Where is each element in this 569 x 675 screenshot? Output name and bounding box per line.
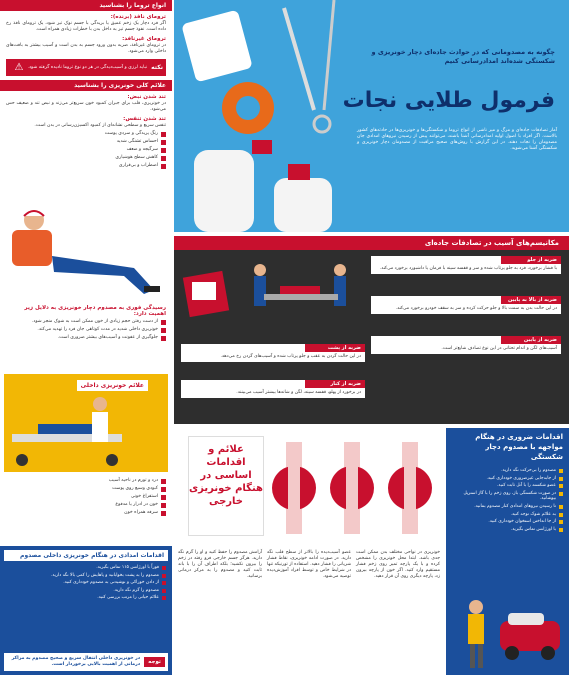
hero-banner — [174, 0, 569, 232]
text-column: خونریزی در نواحی مختلف بدن ممکن است جدی باشد. ابتدا محل خونریزی را مشخص کرده و با یک پارچه تمیز روی زخم فشار مستقیم وارد کنید. اگر خون از پارچه بیرون زد، پارچه دیگری روی آن قرار دهید. — [356, 550, 440, 579]
bones-section — [174, 428, 444, 544]
paragraph: در خونریزی، قلب برای جبران کمبود خون سریع‌تر می‌زند و نبض تند و ضعیف حس می‌شود. — [6, 101, 166, 112]
box-label: علائم خونریزی داخلی — [77, 380, 148, 391]
section-bar-bleeding: علائم کلی خونریزی را بشناسید — [0, 80, 172, 91]
page-title: فرمول طلایی نجات — [342, 88, 555, 113]
list-item: مصدوم را گرم نگه دارید. — [6, 588, 166, 594]
subheading: تند شدن نبض: — [127, 94, 166, 100]
warning-label: نکته — [151, 64, 163, 71]
mechanism-box: ضربه از بالا به پایین در این حالت بدن به سمت بالا و جلو حرکت کرده و سر به سقف خودرو برخورد می‌کند. — [371, 296, 561, 314]
hero-intro-text: آمار تصادفات جاده‌ای و مرگ و میر ناشی از انواع تروما و شکستگی‌ها و خونریزی‌ها در حادثه‌های کشور بالاست. اگر افراد با اصول اولیه امدادرسانی آشنا باشند، می‌توانند پیش از رسیدن نیروهای امدادی جان مصدومان را نجات دهند. در این گزارش با روش‌های صحیح مراقبت از مصدومان دچار خونریزی و شکستگی آشنا می‌شوید. — [357, 128, 557, 151]
list-item: سرفه همراه خون — [6, 510, 166, 516]
subheading: تند شدن تنفس: — [123, 116, 166, 122]
warning-icon: ⚠ — [14, 62, 24, 73]
subheading: ترومای غیرنافذ: — [122, 36, 166, 42]
paragraph: تنفس سریع و سطحی نشانه‌ای از کمبود اکسیژن‌رسانی در بدن است. — [34, 123, 166, 128]
injury-mechanisms-section — [174, 236, 569, 424]
text-column: عضو آسیب‌دیده را بالاتر از سطح قلب نگه دارید. در صورت ادامه خونریزی، نقاط فشار شریانی را فشار دهید. استفاده از تورنیکه تنها در شرایط خاص و توسط افراد آموزش‌دیده توصیه می‌شود. — [267, 550, 351, 579]
list-item: احساس تشنگی شدید — [92, 139, 166, 145]
list-item: فوراً با اورژانس ۱۱۵ تماس بگیرید. — [6, 565, 166, 571]
list-item: مصدوم را به پشت بخوابانید و پاهایش را کمی بالا نگه دارید. — [6, 573, 166, 579]
list-item: از جا انداختن استخوان خودداری کنید. — [452, 519, 563, 525]
internal-bleeding-actions-panel — [0, 546, 172, 675]
symptom-list — [86, 131, 172, 169]
attention-text: در خونریزی داخلی انتقال سریع و صحیح مصدوم به مراکز درمانی از اهمیت بالایی برخوردار است. — [11, 656, 141, 667]
fracture-actions-panel — [446, 428, 569, 675]
attention-box — [4, 653, 168, 671]
list-item: رنگ پریدگی و سردی پوست — [92, 131, 166, 137]
list-item: خونریزی داخلی شدید در مدت کوتاهی جان فرد را تهدید می‌کند. — [6, 327, 166, 333]
list-item: تا رسیدن نیروهای امدادی کنار مصدوم بمانید. — [452, 504, 563, 510]
warning-text: نباید لرزی و آسیب‌دیدگی در هر دو نوع تروما نادیده گرفته شود. — [27, 64, 148, 70]
urgency-section — [0, 302, 172, 343]
panel-title: اقدامات امدادی در هنگام خونریزی داخلی مصدوم — [4, 550, 168, 561]
section-bar-trauma: انواع تروما را بشناسید — [0, 0, 172, 11]
list-item: جلوگیری از عفونت و آسیب‌های بیشتر ضروری است. — [6, 335, 166, 341]
internal-symptoms-list — [0, 476, 172, 518]
text-column: آرامش مصدوم را حفظ کنید و او را گرم نگه دارید. هرگز جسم خارجی فرو رفته در زخم را بیرون نکشید؛ بلکه اطراف آن را با باند ثابت کنید و مصدوم را به مرکز درمانی برسانید. — [178, 550, 262, 579]
first-aid-supplies-illustration — [174, 0, 374, 232]
list-item: کبودی وسیع روی پوست — [6, 486, 166, 492]
list-item: علائم حیاتی را مرتب بررسی کنید. — [6, 595, 166, 601]
list-item: خون در ادرار یا مدفوع — [6, 502, 166, 508]
subheading: ترومای نافذ (برنده): — [110, 14, 166, 20]
fractured-bones-illustration — [268, 436, 438, 540]
paragraph: اگر فرد دچار یک زخم عمیق یا بریدگی با جسم نوک تیز شود، یک ترومای نافذ رخ داده است. نفوذ جسم تیز به داخل بدن با خطرات زیادی همراه است. — [6, 21, 166, 32]
stretcher-illustration — [8, 394, 128, 470]
paragraph: در ترومای غیرنافذ، ضربه بدون ورود جسم به بدن است و آسیب بیشتر به بافت‌های داخلی وارد می‌شود. — [6, 43, 166, 54]
mechanism-box: ضربه از پشت در این حالت گردن به عقب و جلو پرتاب شده و آسیب‌های گردن رخ می‌دهد. — [181, 344, 365, 362]
list-item: کاهش سطح هوشیاری — [92, 155, 166, 161]
attention-label: توجه — [144, 657, 165, 667]
subheading: رسیدگی فوری به مصدوم دچار خونریزی به دلایل زیر اهمیت دارد: — [24, 305, 166, 317]
hero-subtitle: چگونه به مصدومانی که در حوادث جاده‌ای دچار خونریزی و شکستگی شده‌اند امدادرسانی کنیم — [371, 48, 555, 65]
external-bleeding-text — [174, 546, 444, 675]
list-item: اضطراب و بی‌قراری — [92, 163, 166, 169]
internal-bleeding-box — [4, 374, 168, 472]
panel-title: اقدامات ضروری در هنگام مواجهه با مصدوم دچار شکستگی — [475, 433, 563, 461]
section-bar-mechanisms: مکانیسم‌های آسیب در تصادفات جاده‌ای — [174, 236, 569, 250]
list-item: عضو شکسته را با آتل ثابت کنید. — [452, 483, 563, 489]
car-accident-illustration — [450, 591, 565, 671]
rescue-team-illustration — [180, 254, 368, 338]
list-item: استفراغ خونی — [6, 494, 166, 500]
list-item: از جابه‌جایی غیرضروری خودداری کنید. — [452, 476, 563, 482]
list-item: از دست رفتن حجم زیادی از خون ممکن است به شوک منجر شود. — [6, 319, 166, 325]
warning-box — [6, 59, 166, 76]
mechanism-box: ضربه از جلو با فشار برخورد، فرد به جلو پرتاب شده و سر و قفسه سینه با فرمان یا داشبورد برخورد می‌کند. — [371, 256, 561, 274]
list-item: درد و تورم در ناحیه آسیب — [6, 478, 166, 484]
list-item: به علائم شوک توجه کنید. — [452, 512, 563, 518]
list-item: در صورت شکستگی باز، روی زخم را با گاز استریل بپوشانید. — [452, 491, 563, 502]
list-item: مصدوم را بی‌حرکت نگه دارید. — [452, 468, 563, 474]
injured-person-illustration — [4, 198, 168, 298]
list-item: با اورژانس تماس بگیرید. — [452, 527, 563, 533]
list-item: سرگیجه و ضعف — [92, 147, 166, 153]
list-item: از دادن خوراکی و نوشیدنی به مصدوم خودداری کنید. — [6, 580, 166, 586]
mechanism-box: ضربه از کنار در برخورد از پهلو، قفسه سینه، لگن و شانه‌ها بیشتر آسیب می‌بینند. — [181, 380, 365, 398]
bones-title: علائم و اقدامات اساسی در هنگام خونریزی خارجی — [188, 436, 264, 536]
mechanism-box: ضربه از پایین آسیب‌های لگن و اندام تحتانی در این نوع تصادف شایع‌تر است. — [371, 336, 561, 354]
